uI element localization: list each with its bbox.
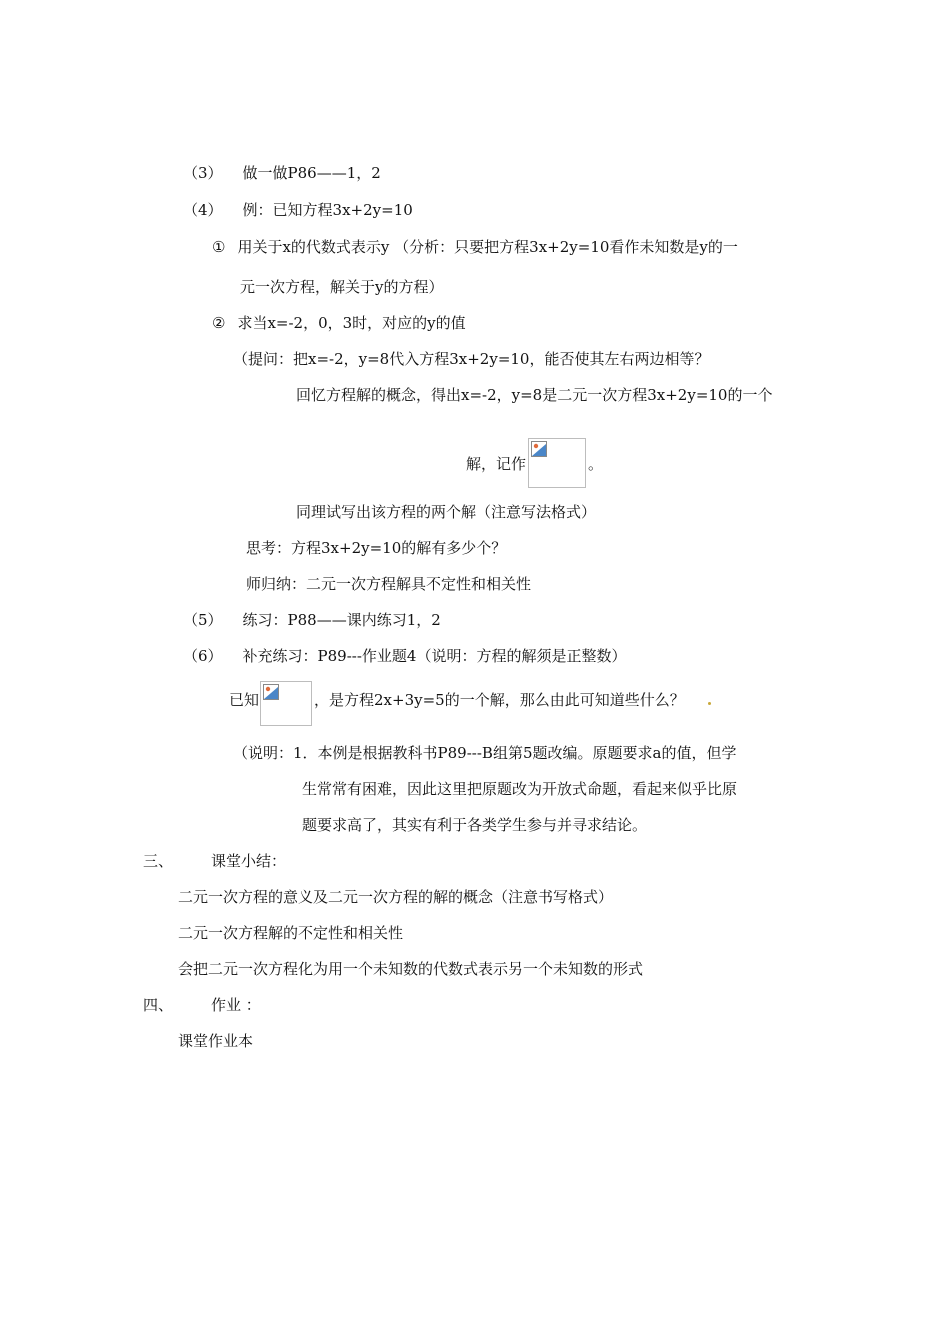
sub-item-2: [212, 313, 466, 333]
item-text: 做一做P86——1，2: [242, 164, 381, 182]
known-formula-image: [260, 681, 312, 726]
broken-image-icon: [531, 441, 547, 457]
known-text: [314, 690, 711, 710]
think-line: 思考：方程3x+2y=10的解有多少个？: [246, 539, 507, 557]
section-3-line-2: 二元一次方程解的不定性和相关性: [178, 924, 404, 942]
sub-text: 用关于x的代数式表示y （分析：只要把方程3x+2y=10看作未知数是y的一: [237, 238, 738, 256]
section-3-line-1: 二元一次方程的意义及二元一次方程的解的概念（注意书写格式）: [178, 888, 614, 906]
solution-label: 解，记作: [466, 455, 527, 473]
note-line-1: （说明：1．本例是根据教科书P89---B组第5题改编。原题要求a的值，但学: [233, 744, 737, 762]
section-3-heading: [143, 851, 286, 871]
section-3-line-3: 会把二元一次方程化为用一个未知数的代数式表示另一个未知数的形式: [178, 960, 644, 978]
item-number: （3）: [183, 164, 223, 182]
item-4: [183, 200, 413, 220]
sub-text-continued: 元一次方程，解关于y的方程）: [240, 278, 444, 296]
section-number: 三、: [143, 852, 174, 870]
note-line-2: 生常常有困难，因此这里把原题改为开放式命题，看起来似乎比原: [302, 780, 738, 798]
recall-line: 回忆方程解的概念，得出x=-2，y=8是二元一次方程3x+2y=10的一个: [296, 386, 773, 404]
section-number: 四、: [143, 996, 174, 1014]
sub-number: ①: [212, 238, 226, 256]
item-5: [183, 610, 441, 630]
section-title: 课堂小结：: [211, 852, 287, 870]
item-6: [183, 646, 626, 666]
note-line-3: 题要求高了，其实有利于各类学生参与并寻求结论。: [302, 816, 648, 834]
question-line: （提问：把x=-2，y=8代入方程3x+2y=10，能否使其左右两边相等？: [233, 350, 710, 368]
sub-text: 求当x=-2，0，3时，对应的y的值: [237, 314, 466, 332]
item-text: 练习：P88——课内练习1，2: [242, 611, 441, 629]
item-text: 例：已知方程3x+2y=10: [242, 201, 413, 219]
item-number: （4）: [183, 201, 223, 219]
section-4-line-1: 课堂作业本: [178, 1032, 254, 1050]
broken-image-icon: [263, 684, 279, 700]
item-number: （6）: [183, 647, 223, 665]
likewise-line: 同理试写出该方程的两个解（注意写法格式）: [296, 503, 597, 521]
stray-mark: [708, 702, 711, 705]
section-4-heading: [143, 995, 261, 1015]
section-title: 作业 ：: [211, 996, 261, 1014]
item-3: [183, 163, 381, 183]
teacher-summary-line: 师归纳：二元一次方程解具不定性和相关性: [246, 575, 532, 593]
known-label: 已知: [229, 691, 260, 709]
item-number: （5）: [183, 611, 223, 629]
solution-formula-image: [528, 438, 586, 488]
item-text: 补充练习：P89---作业题4（说明：方程的解须是正整数）: [242, 647, 627, 665]
sub-item-1: [212, 237, 738, 257]
sub-number: ②: [212, 314, 226, 332]
solution-end: 。: [588, 455, 604, 473]
known-text-content: ，是方程2x+3y=5的一个解，那么由此可知道些什么？: [314, 691, 685, 709]
sub-item-1-continued: [240, 277, 443, 297]
